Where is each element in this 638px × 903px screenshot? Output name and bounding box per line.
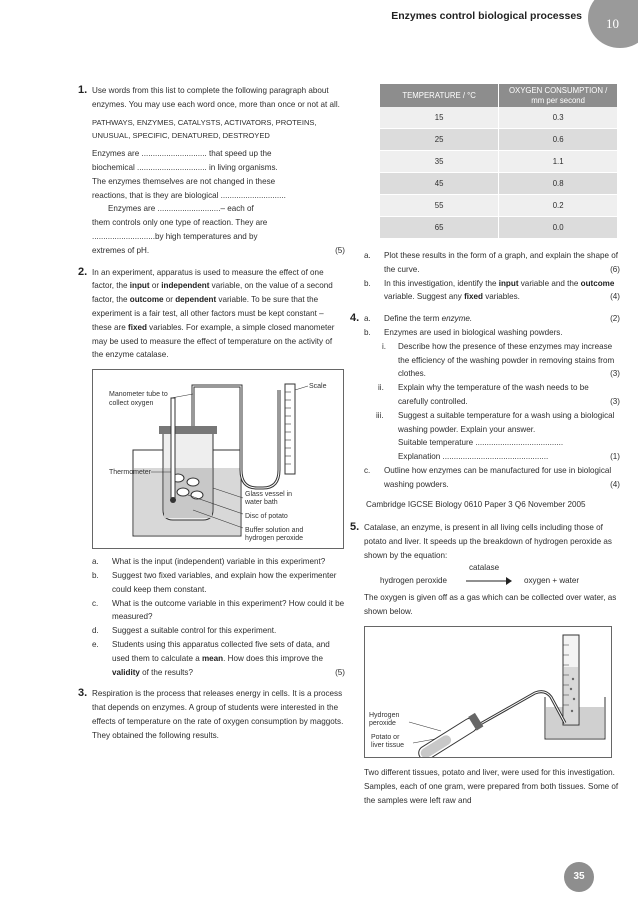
question-number: 3.: [78, 687, 88, 700]
q1-line-8: [92, 244, 345, 258]
q2-bold-term: fixed: [128, 322, 147, 332]
part-label: b.: [364, 327, 371, 337]
q2-part-d: [92, 624, 345, 638]
part-text: Suggest a suitable control for this experiment.: [112, 626, 277, 636]
italic-term: enzyme.: [441, 314, 473, 324]
part-label: i.: [382, 341, 387, 351]
q1-line-6: them controls only one type of reaction. They are: [92, 218, 268, 228]
part-text: Outline how enzymes can be manufactured for use in biological washing powders.: [384, 465, 612, 489]
question-number: 4.: [350, 312, 360, 325]
q2-text-part: variable. To be sure that the experiment is a fair test, all other factors must be kept constant – these are: [92, 295, 324, 332]
q4-part-a: [364, 312, 620, 326]
marks: (5): [335, 245, 345, 255]
bold-term: outcome: [580, 278, 615, 288]
part-label: d.: [92, 626, 99, 636]
part-text: variable and the: [518, 278, 581, 288]
cell-temperature: 25: [380, 129, 499, 151]
cell-temperature: 35: [380, 151, 499, 173]
part-text: Explain why the temperature of the wash needs to be carefully controlled.: [398, 383, 589, 406]
part-text: In this investigation, identify the: [384, 278, 499, 288]
q5-text: Catalase, an enzyme, is present in all living cells including those of potato and liver. It speeds up the breakdown of hydrogen peroxide as shown by the equation:: [364, 523, 612, 560]
q3-text: Respiration is the process that releases energy in cells. It is a process that depends on enzymes. A group of students were interested in the effects of temperature on the rate of oxygen consumption by maggots. They obtained the following results.: [92, 689, 344, 740]
part-text: Enzymes are used in biological washing powders.: [384, 327, 563, 337]
q2-text-part: or: [163, 295, 176, 305]
figure-label-manometer-1: Manometer tube to: [109, 391, 168, 399]
question-number: 1.: [78, 84, 88, 96]
figure-label-thermometer: Thermometer: [109, 469, 152, 477]
cell-temperature: 65: [380, 217, 499, 239]
q1-line-2: biochemical ............................... in living organisms.: [92, 162, 278, 172]
part-text: variable. Suggest any: [384, 292, 465, 302]
q4-suitable-temperature-line: Suitable temperature .......................................: [398, 438, 564, 448]
q2-text: [92, 266, 345, 363]
part-text: . How does this improve the: [223, 653, 324, 663]
cell-oxygen: 0.6: [499, 129, 618, 151]
oxygen-consumption-table: [380, 84, 618, 239]
q4-part-b-i: [364, 340, 620, 381]
part-label: iii.: [376, 410, 384, 420]
part-text: What is the input (independent) variable in this experiment?: [112, 557, 326, 567]
cell-temperature: 55: [380, 195, 499, 217]
question-3: [78, 687, 345, 742]
q5-text-2: The oxygen is given off as a gas which can be collected over water, as shown below.: [364, 592, 617, 616]
part-text: What is the outcome variable in this experiment? How could it be measured?: [112, 598, 345, 622]
manometer-figure: [92, 369, 344, 549]
q2-bold-term: outcome: [129, 295, 164, 305]
cell-oxygen: 0.3: [499, 107, 618, 129]
q3-part-a: [364, 249, 620, 277]
table-row: [380, 173, 618, 195]
q2-part-e: [92, 638, 345, 679]
q2-bold-term: input: [129, 281, 150, 291]
question-1: [78, 84, 345, 258]
figure-label-scale: Scale: [309, 383, 327, 391]
right-column: [350, 84, 620, 808]
table-row: [380, 129, 618, 151]
figure-label-peroxide-2: peroxide: [369, 720, 396, 728]
manometer-diagram: [93, 370, 343, 548]
marks: (4): [610, 292, 620, 302]
part-text: Suggest two fixed variables, and explain how the experimenter could keep them constant.: [112, 570, 337, 594]
q5-text-3: Two different tissues, potato and liver, were used for this investigation. Samples, each of one gram, were prepared from both tissues. Some of the samples were left raw and: [364, 768, 619, 805]
table-header-temperature: TEMPERATURE / °C: [380, 84, 499, 107]
part-label: a.: [364, 251, 371, 260]
part-text: Define the term: [384, 314, 442, 324]
cell-temperature: 15: [380, 107, 499, 129]
part-text: Suggest a suitable temperature for a wash using a biological washing powder. Explain your answer.: [398, 410, 615, 434]
q1-line-7: ............................by high temperatures and by: [92, 231, 258, 241]
part-label: e.: [92, 639, 99, 649]
q2-text-part: or: [149, 281, 162, 291]
marks: (2): [610, 314, 620, 324]
figure-label-tissue-1: Potato or: [371, 734, 400, 742]
cell-oxygen: 0.2: [499, 195, 618, 217]
bold-term: fixed: [464, 292, 483, 302]
q2-text-part: In an experiment, apparatus is used to measure the effect of one factor, the: [92, 267, 324, 291]
header-line: OXYGEN CONSUMPTION /: [508, 86, 608, 95]
table-header-oxygen: [499, 84, 618, 107]
part-label: b.: [364, 278, 371, 288]
marks: (1): [610, 452, 620, 462]
q1-word-list: PATHWAYS, ENZYMES, CATALYSTS, ACTIVATORS, PROTEINS, UNUSUAL, SPECIFIC, DENATURED, DESTROYED: [92, 117, 317, 141]
part-label: a.: [92, 557, 99, 567]
page-header: [0, 0, 638, 40]
q4-part-b-iii: [364, 409, 620, 437]
oxygen-collection-figure: [364, 626, 612, 758]
q4-source: Cambridge IGCSE Biology 0610 Paper 3 Q6 November 2005: [366, 499, 586, 509]
q2-part-c: [92, 597, 345, 625]
q1-line-1: Enzymes are ............................. that speed up the: [92, 149, 272, 159]
cell-oxygen: 0.0: [499, 217, 618, 239]
table-row: [380, 107, 618, 129]
bold-term: mean: [201, 653, 224, 663]
explanation-text: Explanation ...............................................: [398, 452, 549, 462]
equation-reactant: hydrogen peroxide: [380, 575, 448, 585]
figure-label-tissue-2: liver tissue: [371, 742, 405, 750]
figure-label-manometer-2: collect oxygen: [109, 400, 154, 408]
q1-line-3: The enzymes themselves are not changed in these: [92, 176, 276, 186]
figure-label-disc: Disc of potato: [245, 513, 288, 521]
equation-catalyst: catalase: [469, 562, 500, 572]
part-label: c.: [364, 465, 371, 475]
q2-bold-term: dependent: [175, 295, 217, 305]
q2-part-b: [92, 569, 345, 597]
part-text: Plot these results in the form of a graph, and explain the shape of the curve.: [384, 251, 618, 274]
equation-arrow-icon: [466, 577, 512, 585]
question-2: [78, 265, 345, 680]
q2-bold-term: independent: [161, 281, 210, 291]
q1-intro: Use words from this list to complete the following paragraph about enzymes. You may use each word once, more than once or not at all.: [92, 86, 340, 109]
marks: (4): [610, 479, 620, 489]
part-label: a.: [364, 314, 371, 324]
q4-part-c: [364, 464, 620, 492]
table-row: [380, 217, 618, 239]
q4-part-b: [364, 326, 620, 340]
figure-label-buffer-1: Buffer solution and: [245, 527, 304, 535]
chapter-number-badge: 10: [588, 0, 638, 48]
q4-part-b-ii: [364, 381, 620, 409]
oxygen-collection-diagram: [365, 627, 611, 757]
question-4: [350, 312, 620, 511]
left-column: [78, 84, 345, 743]
part-text: of the results?: [139, 667, 193, 677]
part-text: variables.: [483, 292, 520, 302]
part-text: Describe how the presence of these enzymes may increase the efficiency of the washing powder in removing stains from clothes.: [398, 341, 615, 379]
question-number: 5.: [350, 521, 360, 534]
cell-oxygen: 1.1: [499, 151, 618, 173]
part-label: ii.: [378, 383, 384, 393]
marks: (6): [610, 264, 620, 274]
equation-products: oxygen + water: [524, 575, 580, 585]
q1-line-8-text: extremes of pH.: [92, 245, 150, 255]
figure-label-peroxide-1: Hydrogen: [369, 712, 400, 720]
figure-label-glass-2: water bath: [245, 499, 278, 507]
q4-explanation-line: [364, 450, 620, 464]
q2-part-a: [92, 555, 345, 569]
cell-temperature: 45: [380, 173, 499, 195]
marks: (5): [335, 667, 345, 677]
figure-label-buffer-2: hydrogen peroxide: [245, 535, 303, 543]
marks: (3): [610, 369, 620, 379]
part-text: Students using this apparatus collected five sets of data, and used them to calculate a: [112, 639, 330, 663]
header-line: mm per second: [531, 95, 585, 105]
chapter-title: Enzymes control biological processes: [391, 10, 582, 22]
figure-label-glass-1: Glass vessel in: [245, 491, 293, 499]
bold-term: input: [498, 278, 519, 288]
part-label: b.: [92, 570, 99, 580]
q2-text-part: variable, on the value of a second factor, the: [92, 281, 333, 305]
q2-text-part: variables. For example, a simple closed manometer may be used to measure the effect of temperature on the activity of the enzyme catalase.: [92, 322, 335, 360]
marks: (3): [610, 396, 620, 406]
q5-equation: [364, 563, 620, 591]
q3-subparts: [364, 249, 620, 304]
table-row: [380, 151, 618, 173]
bold-term: validity: [112, 667, 140, 677]
question-5: [350, 521, 620, 807]
cell-oxygen: 0.8: [499, 173, 618, 195]
q3-part-b: [364, 277, 620, 305]
q1-line-4: reactions, that is they are biological .............................: [92, 190, 286, 200]
question-number: 2.: [78, 265, 88, 278]
page-number-badge: 35: [564, 862, 594, 892]
table-row: [380, 195, 618, 217]
q1-line-5: Enzymes are ............................– each of: [108, 204, 254, 214]
part-label: c.: [92, 598, 99, 608]
q2-subparts: [92, 555, 345, 679]
